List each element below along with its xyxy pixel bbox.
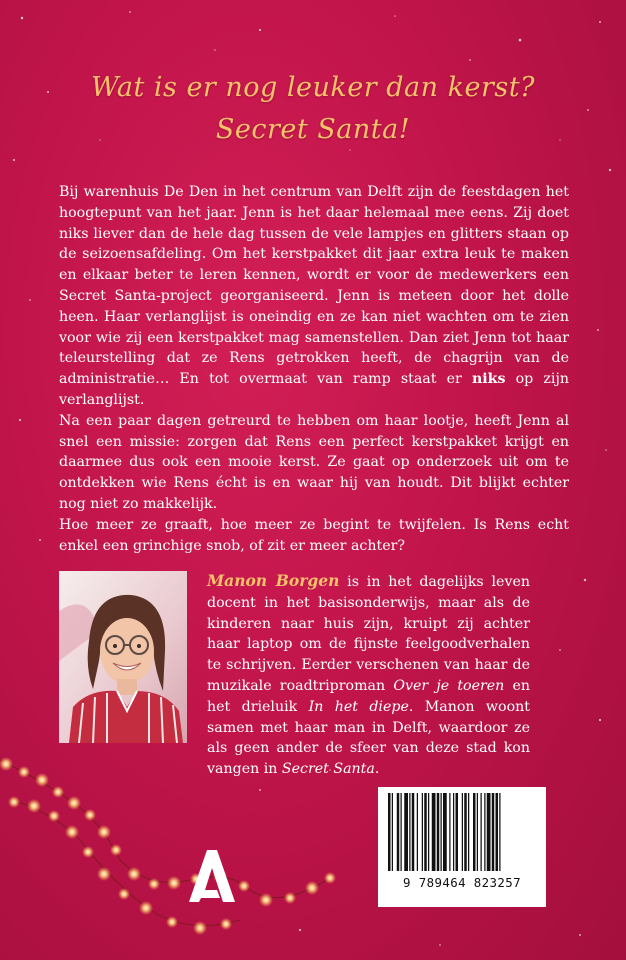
author-photo: [59, 571, 187, 743]
blurb-paragraph-1: [59, 182, 569, 411]
blurb-paragraph-3: Hoe meer ze graaft, hoe meer ze begint te twijfelen. Is Rens echt enkel een grinchige snob, of zit er meer achter?: [59, 516, 569, 554]
bio-text: .: [374, 761, 380, 778]
author-name: Manon Borgen: [207, 571, 340, 590]
blurb-paragraph-2: Na een paar dagen getreurd te hebben om haar lootje, heeft Jenn al snel een missie: zorgen dat Rens een perfect kerstpakket krijgt en daarmee dus ook een mooie kerst. Ze gaat op onderzoek uit om te ontdekken wie Rens écht is en waar hij van houdt. Dit blijkt echter nog niet zo makkelijk.: [59, 412, 569, 512]
string-lights-icon: [0, 740, 340, 940]
blurb-emphasis: niks: [471, 371, 506, 388]
book-blurb: [59, 182, 569, 556]
book-title: Secret Santa: [281, 761, 375, 778]
blurb-text: Bij warenhuis De Den in het centrum van Delft zijn de feestdagen het hoogtepunt van het jaar. Jenn is het daar helemaal mee eens. Zij doet niks liever dan de hele dag tussen de vele lampjes en glitters staan op de seizoensafdeling. Om het kerstpakket dit jaar extra leuk te maken en elkaar beter te leren kennen, wordt er voor de medewerkers een Secret Santa-project georganiseerd. Jenn is meteen door het dolle heen. Haar verlanglijst is oneindig en ze kan niet wachten om te zien voor wie zij een kerstpakket mag samenstellen. Dan ziet Jenn tot haar teleurstelling dat ze Rens getrokken heeft, de chagrijn van de administratie… En tot overmaat van ramp staat er: [59, 184, 569, 388]
isbn-barcode: [378, 787, 546, 907]
barcode-bars: [378, 787, 546, 877]
book-title: In het diepe: [308, 698, 409, 715]
isbn-number: 9 789464 823257: [403, 875, 521, 890]
bio-text: en het drieluik: [207, 677, 531, 715]
author-portrait-image: [59, 571, 187, 743]
bio-text: . Manon woont samen met haar man in Delft, waardoor ze als geen ander de sfeer van deze stad kon vangen in: [207, 698, 530, 778]
blurb-text: op zijn verlanglijst.: [59, 371, 569, 408]
tagline-line-2: Secret Santa!: [215, 114, 411, 145]
tagline-line-1: Wat is er nog leuker dan kerst?: [90, 72, 536, 103]
letter-a-logo-icon: [185, 846, 237, 904]
book-title: Over je toeren: [393, 677, 505, 694]
bio-text: is in het dagelijks leven docent in het basisonderwijs, maar als de kinderen naar huis zijn, kruipt zij achter haar laptop om de fijnste feelgoodverhalen te schrijven. Eerder verschenen van haar de muzikale roadtriproman: [207, 574, 530, 694]
